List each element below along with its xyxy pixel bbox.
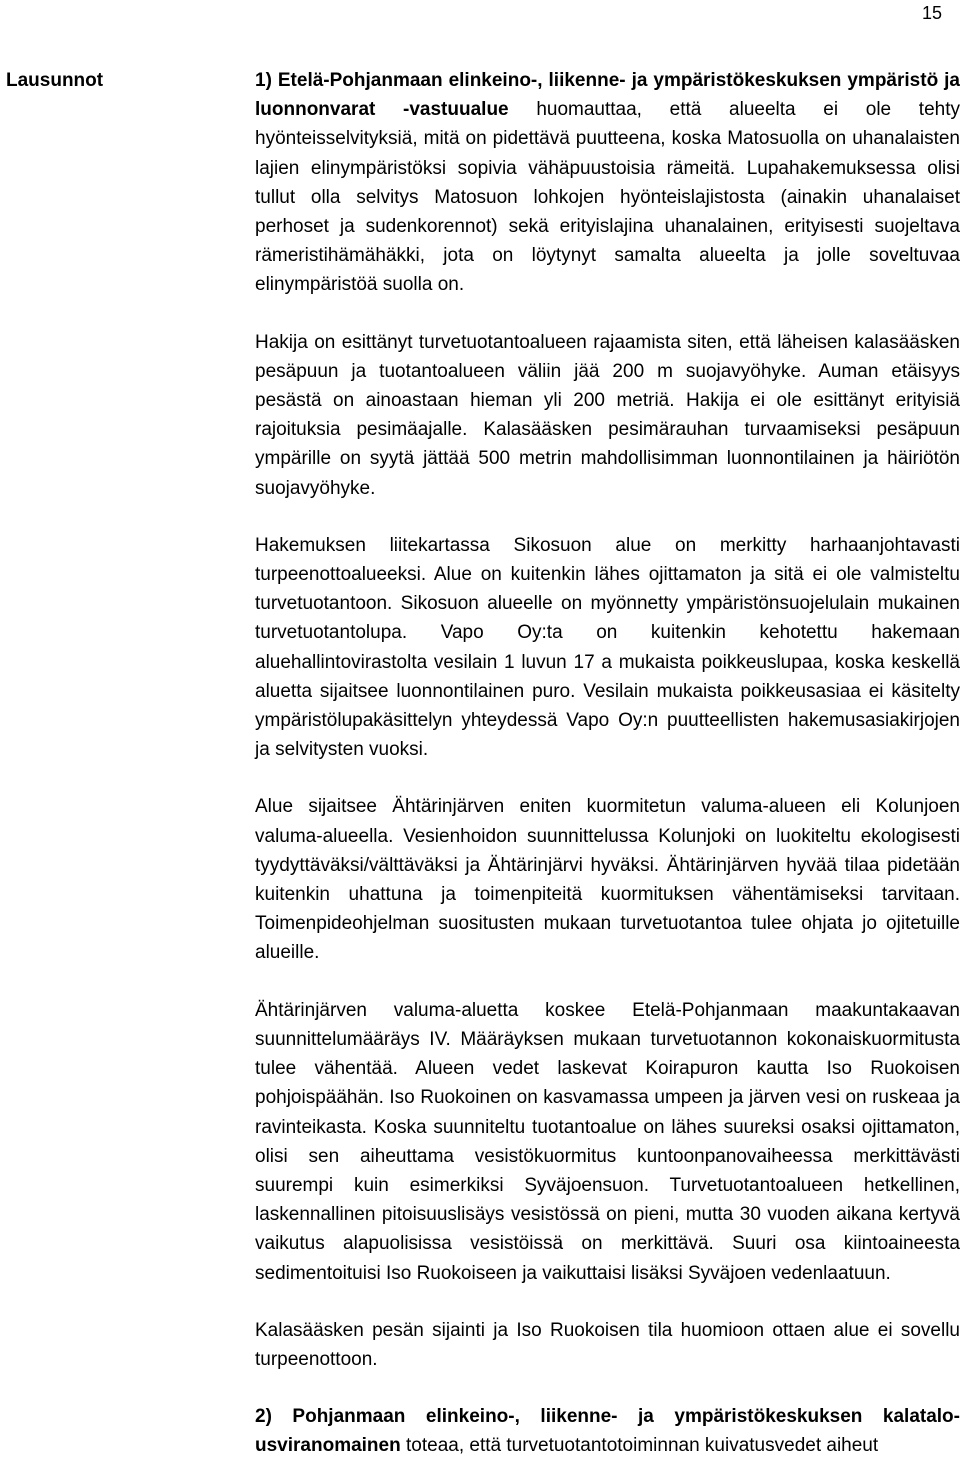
section-label: Lausunnot bbox=[6, 70, 104, 91]
paragraph-6: Kalasääsken pesän sijainti ja Iso Ruokoisen tila huomioon ottaen alue ei sovellu turpeenottoon. bbox=[255, 1319, 960, 1370]
paragraph-2: Hakija on esittänyt turvetuotantoalueen rajaamista siten, että läheisen kalasääsken pesäpuun ja tuotantoalueen väliin jää 200 m suojavyöhyke. Auman etäisyys pesästä on ainoastaan hieman yli 200 metriä. Hakija ei ole esittänyt erityisiä rajoituksia pesimäajalle. Kalasääsken pesimärauhan turvaamiseksi pesäpuun ympärille on syytä jättää 500 metrin mahdollisimman luonnontilainen ja häiriötön suojavyöhyke. bbox=[255, 331, 960, 499]
page-number: 15 bbox=[921, 3, 942, 23]
paragraph-3: Hakemuksen liitekartassa Sikosuon alue on merkitty harhaanjohtavasti turpeenottoalueeksi. Alue on kuitenkin lähes ojittamaton ja sitä ei ole valmisteltu turvetuotantoon. Sikosuon alueelle on myönnetty ympäristönsuojelulain mukainen turvetuotantolupa. Vapo Oy:ta on kuitenkin kehotettu hakemaan aluehallintovirastolta vesilain 1 luvun 17 a mukaista poikkeuslupaa, koska keskellä aluetta sijaitsee luonnontilainen puro. Vesilain mukaista poikkeusasiaa ei käsitelty ympäristölupakäsittelyn yhteydessä Vapo Oy:n puutteellisten hakemusasiakirjojen ja selvitysten vuoksi. bbox=[255, 534, 960, 761]
paragraph-7-text: toteaa, että turvetuotantotoiminnan kuivatusvedet aiheut bbox=[400, 1435, 879, 1457]
paragraph-7 bbox=[255, 1402, 960, 1460]
paragraph-1 bbox=[255, 66, 960, 300]
paragraph-5: Ähtärinjärven valuma-aluetta koskee Etelä-Pohjanmaan maakuntakaavan suunnittelumääräys IV. Määräyksen mukaan turvetuotannon kokonaiskuormitusta tulee vähentää. Alueen vedet laskevat Koirapuron kautta Iso Ruokoisen pohjoispäähän. Iso Ruokoinen on kasvamassa umpeen ja järven vesi on ruskeaa ja ravinteikasta. Koska suunniteltu tuotantoalue on lähes suureksi osaksi ojittamaton, olisi sen aiheuttama vesistökuormitus kuntoonpanovaiheessa merkittävästi suurempi kuin esimerkiksi Syväjoensuon. Turvetuotantoalueen hetkellinen, laskennallinen pitoisuuslisäys vesistössä on pieni, mutta 30 vuoden aikana kertyvä vaikutus alapuolisissa vesistöissä on merkittävä. Suuri osa kiintoaineesta sedimentoituisi Iso Ruokoiseen ja vaikuttaisi lisäksi Syväjoen vedenlaatuun. bbox=[255, 999, 960, 1284]
body-column bbox=[255, 66, 960, 1461]
paragraph-4: Alue sijaitsee Ähtärinjärven eniten kuormitetun valuma-alueen eli Kolunjoen valuma-alueella. Vesienhoidon suunnittelussa Kolunjoki on luokiteltu ekologisesti tyydyttäväksi/välttäväksi ja Ähtärinjärvi hyväksi. Ähtärinjärven hyvää tilaa pidetään kuitenkin uhattuna ja toimenpiteitä kuormituksen vähentämiseksi tarvitaan. Toimenpideohjelman suositusten mukaan turvetuotantoa tulee ohjata jo ojitetuille alueille. bbox=[255, 796, 960, 964]
paragraph-7-bold-lead: 2) Pohjanmaan elinkeino-, liikenne- ja ympäristökeskuksen kalatalousviranomainen bbox=[255, 1406, 960, 1457]
paragraph-1-text: huomauttaa, että alueelta ei ole tehty hyönteisselvityksiä, mitä on pidettävä puutteena, koska Matosuolla on uhanalaisten lajien elinympäristöksi sopivia vähäpuustoisia rämeitä. Lupahakemuksessa olisi tullut olla selvitys Matosuon lohkojen hyönteislajistosta (ainakin uhanalaiset perhoset ja sudenkorennot) sekä erityislajina uhanalainen, erityisesti suojeltava rämeristihämähäkki, jota on löytynyt samalta alueelta ja jolle soveltuvaa elinympäristöä suolla on. bbox=[255, 99, 960, 296]
paragraph-1-bold-lead: 1) Etelä-Pohjanmaan elinkeino-, liikenne- ja ympäristökeskuksen ympäristö ja luonnonvarat -vastuualue bbox=[255, 70, 960, 121]
